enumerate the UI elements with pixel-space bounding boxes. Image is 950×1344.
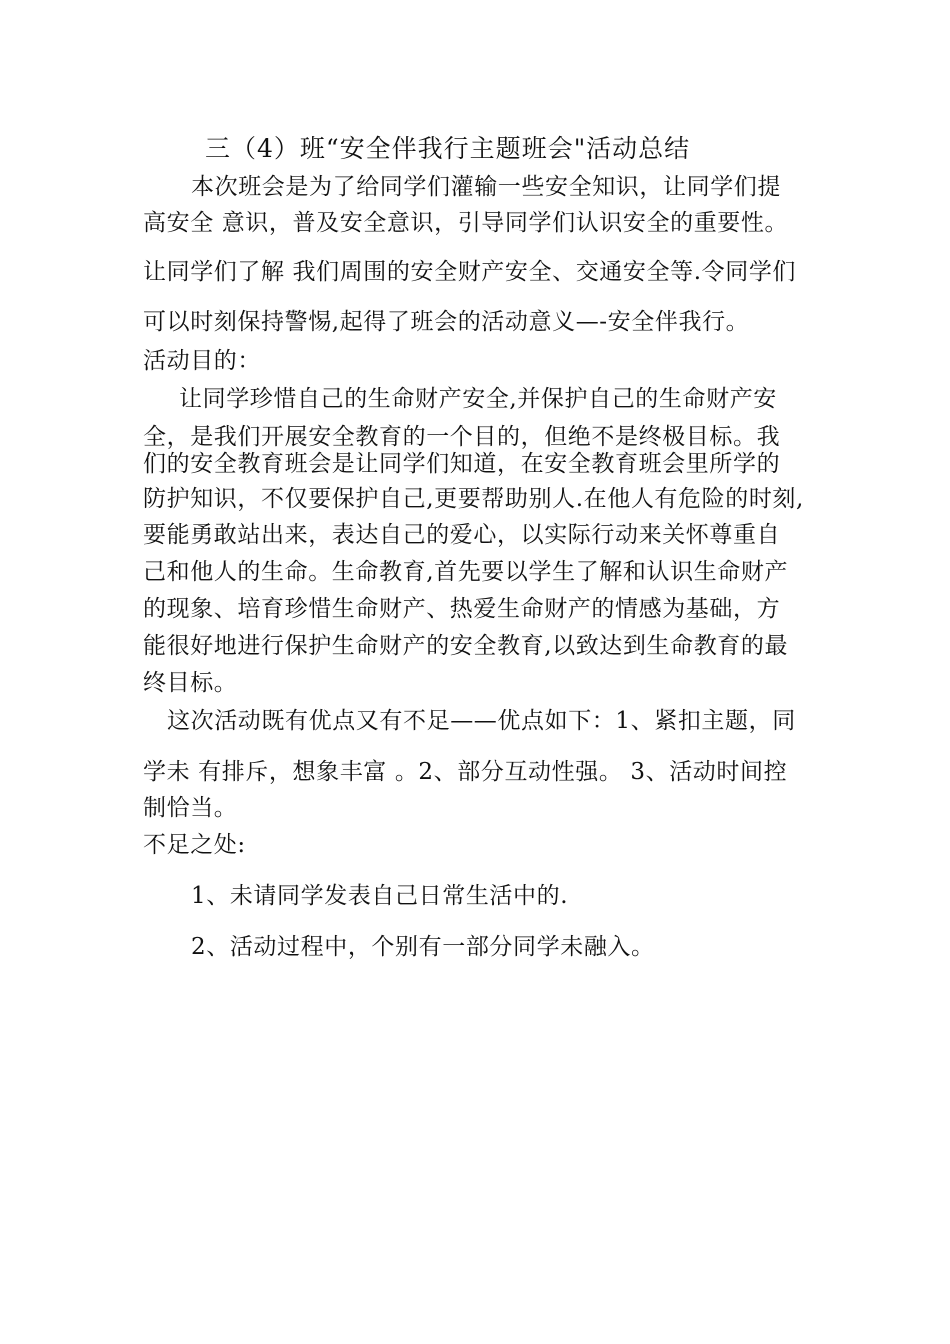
merits-line: 学未 有排斥，想象丰富 。2、部分互动性强。 3、活动时间控 <box>143 759 788 785</box>
purpose-line: 防护知识，不仅要保护自己,更要帮助别人.在他人有危险的时刻, <box>143 486 804 512</box>
intro-line: 让同学们了解 我们周围的安全财产安全、交通安全等.令同学们 <box>143 259 797 285</box>
intro-line: 高安全 意识，普及安全意识，引导同学们认识安全的重要性。 <box>143 210 789 236</box>
intro-line: 本次班会是为了给同学们灌输一些安全知识，让同学们提 <box>191 174 781 200</box>
purpose-line: 全，是我们开展安全教育的一个目的，但绝不是终极目标。我 <box>143 424 781 450</box>
purpose-line: 终目标。 <box>143 670 238 696</box>
shortcomings-heading: 不足之处: <box>143 832 246 858</box>
purpose-line: 己和他人的生命。生命教育,首先要以学生了解和认识生命财产 <box>143 559 789 585</box>
purpose-line: 要能勇敢站出来，表达自己的爱心，以实际行动来关怀尊重自 <box>143 522 781 548</box>
intro-line: 可以时刻保持警惕,起得了班会的活动意义—-安全伴我行。 <box>143 309 750 335</box>
purpose-heading: 活动目的： <box>143 348 261 374</box>
purpose-line: 让同学珍惜自己的生命财产安全,并保护自己的生命财产安 <box>179 386 777 412</box>
purpose-line: 的现象、培育珍惜生命财产、热爱生命财产的情感为基础，方 <box>143 596 781 622</box>
purpose-line: 能很好地进行保护生命财产的安全教育,以致达到生命教育的最 <box>143 633 789 659</box>
shortcoming-item: 1、未请同学发表自己日常生活中的. <box>191 883 569 909</box>
shortcoming-item: 2、活动过程中，个别有一部分同学未融入。 <box>191 934 655 960</box>
purpose-line: 们的安全教育班会是让同学们知道，在安全教育班会里所学的 <box>143 451 781 477</box>
merits-line: 制恰当。 <box>143 795 238 821</box>
merits-line: 这次活动既有优点又有不足——优点如下：1、紧扣主题，同 <box>167 708 796 734</box>
document-title: 三（4）班“安全伴我行主题班会"活动总结 <box>205 134 691 163</box>
